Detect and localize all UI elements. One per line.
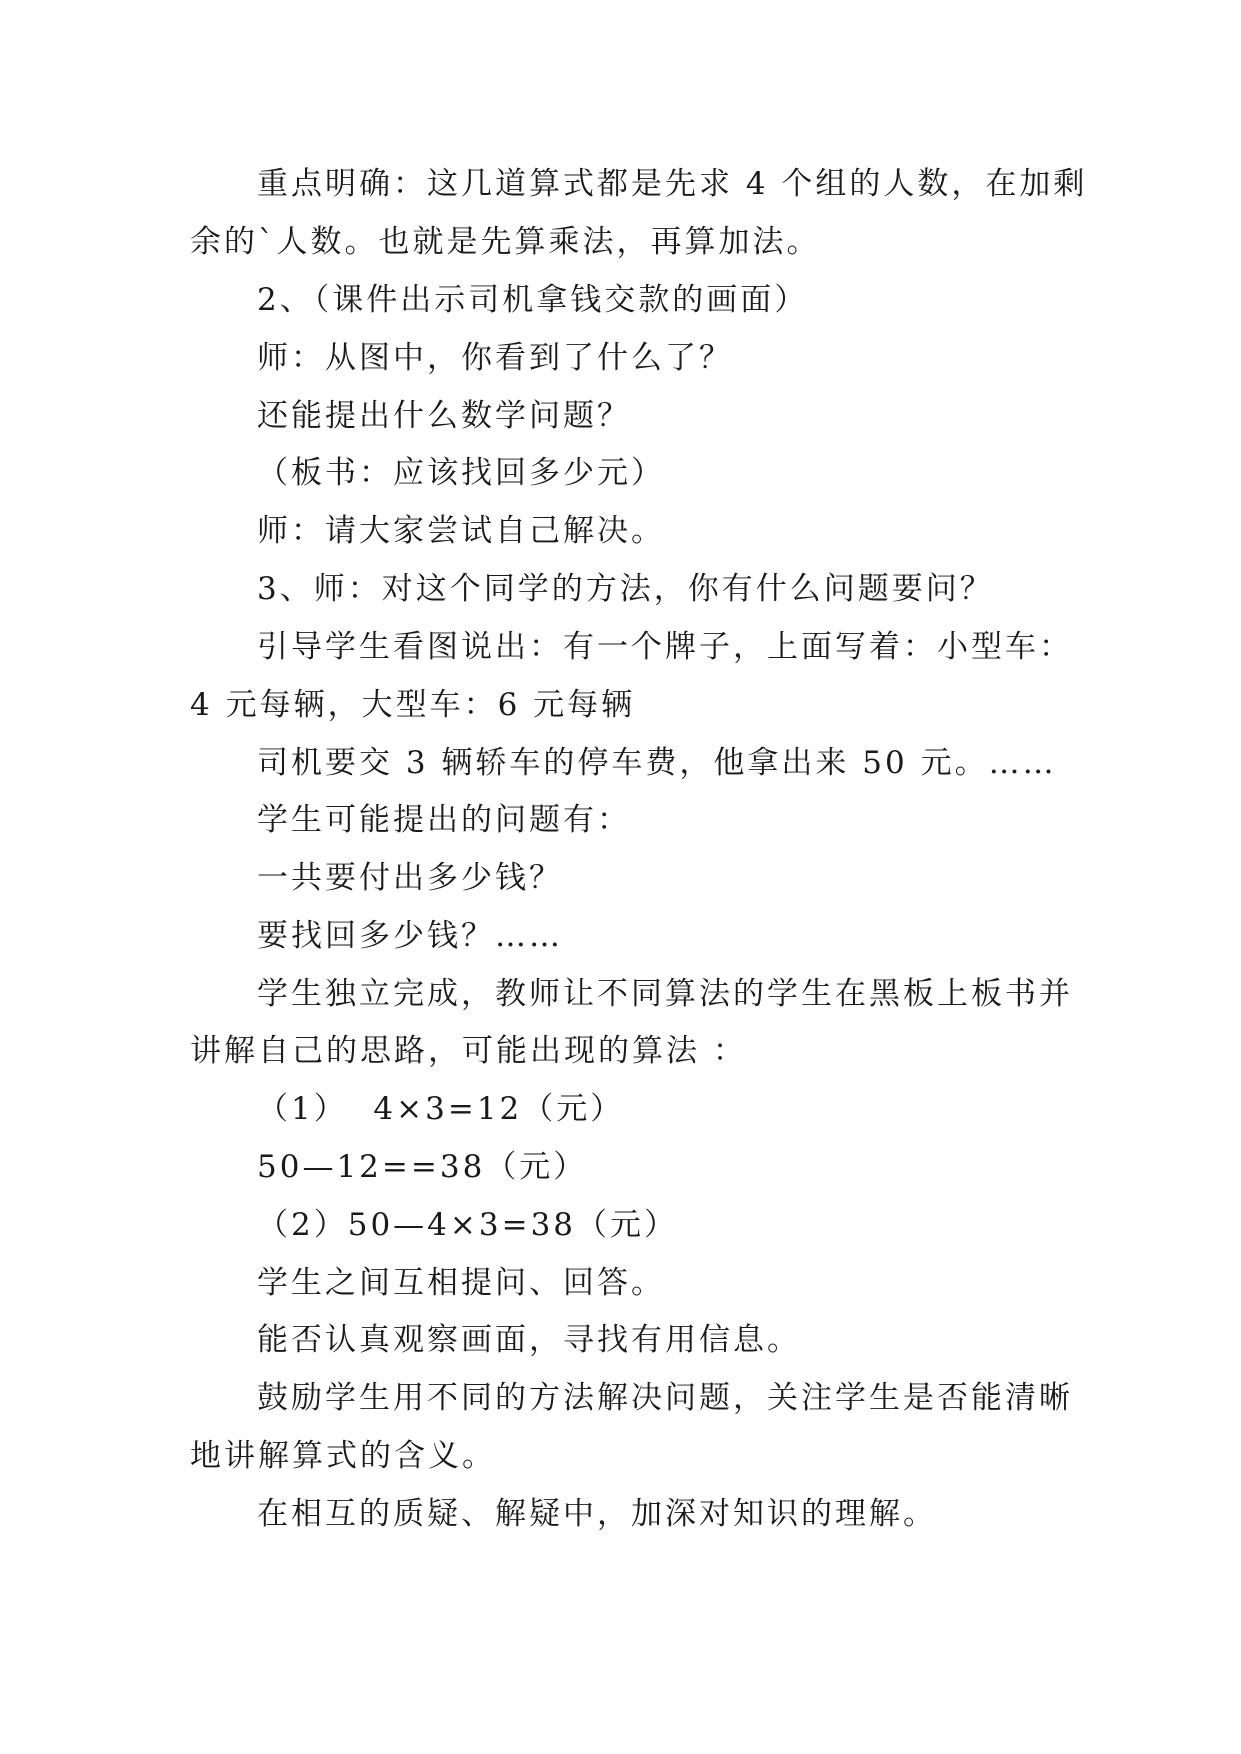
text-line: 司机要交 3 辆轿车的停车费，他拿出来 50 元。…… bbox=[257, 745, 1057, 781]
text-line: 地讲解算式的含义。 bbox=[190, 1438, 496, 1474]
text-line: 学生独立完成，教师让不同算法的学生在黑板上板书并 bbox=[257, 976, 1073, 1012]
text-line: 师：从图中，你看到了什么了？ bbox=[257, 340, 733, 376]
text-line: 3、师：对这个同学的方法，你有什么问题要问？ bbox=[257, 571, 994, 607]
text-line: 一共要付出多少钱？ bbox=[257, 860, 563, 896]
text-line: 4 元每辆，大型车：6 元每辆 bbox=[190, 687, 636, 723]
text-line: 2、（课件出示司机拿钱交款的画面） bbox=[257, 282, 809, 318]
text-line: 50—12==38（元） bbox=[257, 1149, 588, 1185]
text-line: 学生之间互相提问、回答。 bbox=[257, 1265, 665, 1301]
text-line: 学生可能提出的问题有： bbox=[257, 802, 631, 838]
text-line: 在相互的质疑、解疑中，加深对知识的理解。 bbox=[257, 1496, 937, 1532]
text-line: （2）50—4×3=38（元） bbox=[257, 1207, 679, 1243]
text-line: 还能提出什么数学问题？ bbox=[257, 398, 631, 434]
text-line: 要找回多少钱？…… bbox=[257, 918, 563, 954]
text-line: （1） 4×3=12（元） bbox=[257, 1091, 625, 1127]
text-line: 讲解自己的思路，可能出现的算法 ： bbox=[190, 1033, 747, 1069]
text-line: 重点明确：这几道算式都是先求 4 个组的人数，在加剩 bbox=[257, 166, 1088, 202]
text-line: 鼓励学生用不同的方法解决问题，关注学生是否能清晰 bbox=[257, 1380, 1073, 1416]
text-line: 引导学生看图说出：有一个牌子，上面写着：小型车： bbox=[257, 629, 1073, 665]
text-line: 能否认真观察画面，寻找有用信息。 bbox=[257, 1322, 801, 1358]
text-line: 师：请大家尝试自己解决。 bbox=[257, 513, 665, 549]
text-line: （板书：应该找回多少元） bbox=[257, 455, 665, 491]
text-line: 余的`人数。也就是先算乘法，再算加法。 bbox=[190, 224, 821, 260]
